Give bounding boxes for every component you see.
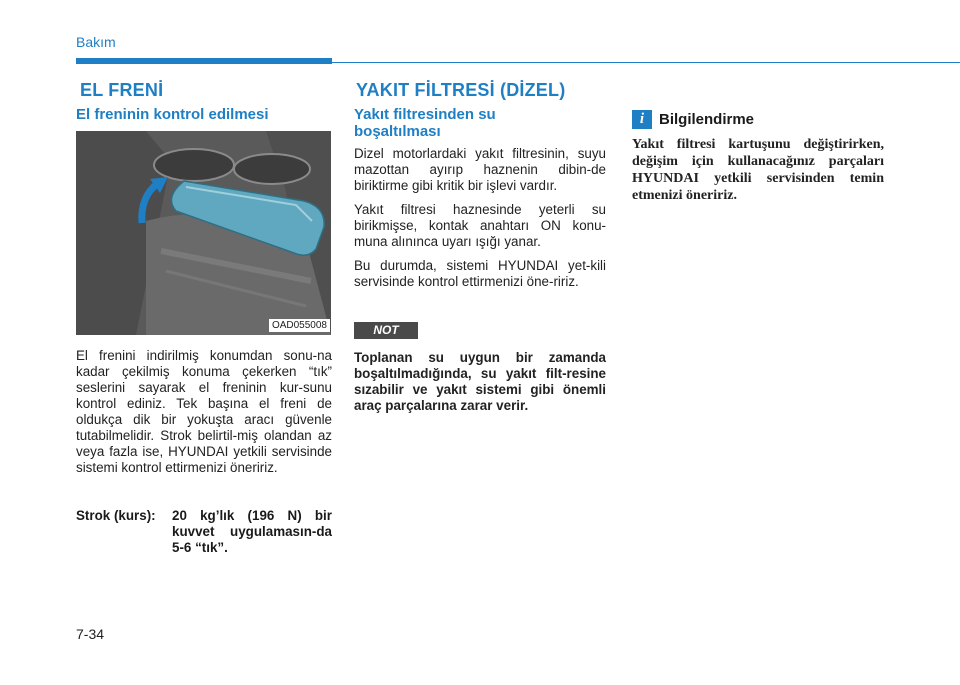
subsection-title-brake-check: El freninin kontrol edilmesi [76,106,269,123]
section-header: Bakım [76,34,116,50]
info-icon: i [632,110,652,129]
page-number: 7-34 [76,626,105,642]
parking-brake-illustration [76,131,331,335]
stroke-spec-label: Strok (kurs): [76,508,156,523]
notice-badge: NOT [354,322,418,339]
info-title: Bilgilendirme [659,111,755,128]
section-title-parking-brake: EL FRENİ [80,80,164,100]
figure-code-label: OAD055008 [269,319,330,332]
fuel-paragraph-2: Yakıt filtresi haznesinde yeterli su birikmişse, kontak anahtarı ON konu-muna alınınca uyarı ışığı yanar. [354,202,606,249]
info-text: Yakıt filtresi kartuşunu değiştirirken, değişim için kullanacağınız parçaları HYUNDAI yetkili servisinden temin etmenizi öneririz. [632,137,884,203]
parking-brake-figure [76,131,331,335]
notice-text: Toplanan su uygun bir zamanda boşaltılmadığında, su yakıt filt-resine sızabilir ve yakıt sistemi gibi önemli araç parçalarına zarar verir. [354,350,606,413]
fuel-paragraph-1: Dizel motorlardaki yakıt filtresinin, suyu mazottan ayırıp haznenin dibin-de biriktirme gibi kritik bir işlevi vardır. [354,146,606,193]
subsection-title-water-drain: Yakıt filtresinden su boşaltılması [354,106,496,140]
brake-check-paragraph: El frenini indirilmiş konumdan sonu-na kadar çekilmiş konuma çekerken “tık” seslerini sayarak el freninin kur-sunu kontrol ediniz. Tek başına el freni de oldukça dik bir yokuşta aracı güvenle tutabilmelidir. Strok belirtil-miş olandan az veya fazla ise, HYUNDAI yetkili servisinde sistemi kontrol ettirmenizi öneririz. [76,348,332,475]
header-rule [332,62,960,63]
fuel-paragraph-3: Bu durumda, sistemi HYUNDAI yet-kili servisinde kontrol ettirmenizi öne-ririz. [354,258,606,289]
header-accent-bar [76,58,332,64]
stroke-spec-value: 20 kg’lık (196 N) bir kuvvet uygulamasın-da 5-6 “tık”. [172,508,332,555]
section-title-fuel-filter: YAKIT FİLTRESİ (DİZEL) [356,80,566,100]
